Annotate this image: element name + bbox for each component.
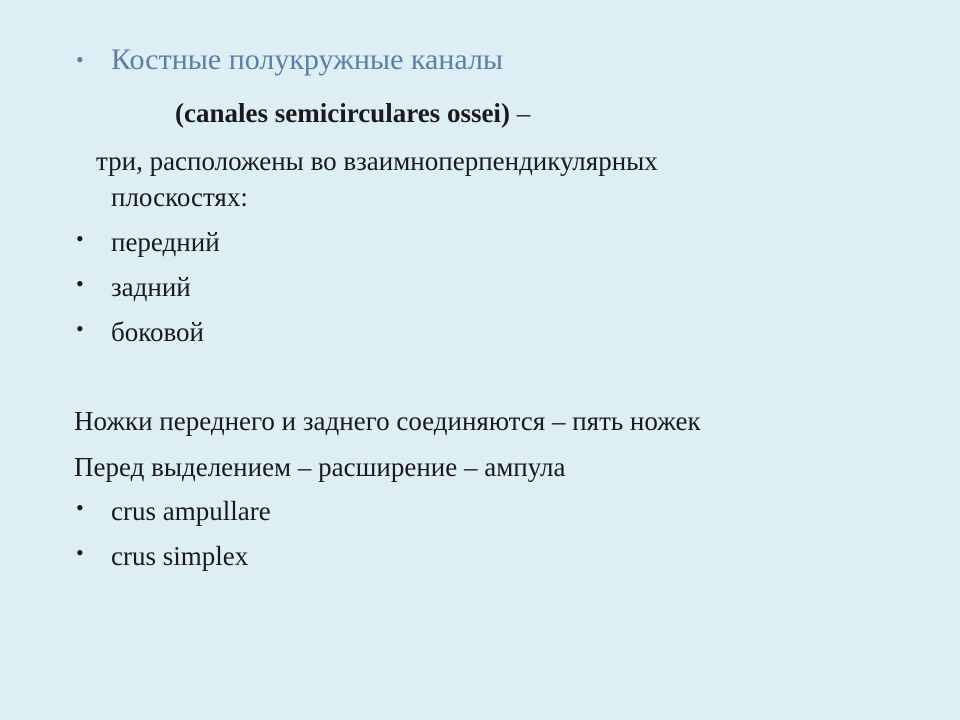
- canal-bullet-icon: •: [76, 226, 84, 251]
- legs-paragraph: Ножки переднего и заднего соединяются – пять ножек: [74, 406, 701, 436]
- crus-bullet-icon: •: [76, 540, 84, 565]
- crus-item-ampullare: crus ampullare: [111, 496, 271, 526]
- canal-bullet-icon: •: [76, 271, 84, 296]
- ampulla-paragraph: Перед выделением – расширение – ампула: [74, 452, 566, 482]
- crus-item-simplex: crus simplex: [111, 541, 249, 571]
- canal-item-lateral: боковой: [111, 317, 204, 347]
- latin-name-line: [175, 97, 530, 129]
- heading-bullet-icon: •: [76, 47, 84, 72]
- crus-bullet-icon: •: [76, 495, 84, 520]
- canal-item-posterior: задний: [111, 272, 191, 302]
- description-line-1: три, расположены во взаимноперпендикулярных: [96, 146, 658, 176]
- latin-name: (canales semicirculares ossei): [175, 98, 510, 128]
- canal-item-anterior: передний: [111, 227, 220, 257]
- latin-dash: –: [509, 98, 531, 128]
- canal-bullet-icon: •: [76, 316, 84, 341]
- description-line-2: плоскостях:: [111, 182, 248, 212]
- slide-heading: Костные полукружные каналы: [111, 43, 504, 76]
